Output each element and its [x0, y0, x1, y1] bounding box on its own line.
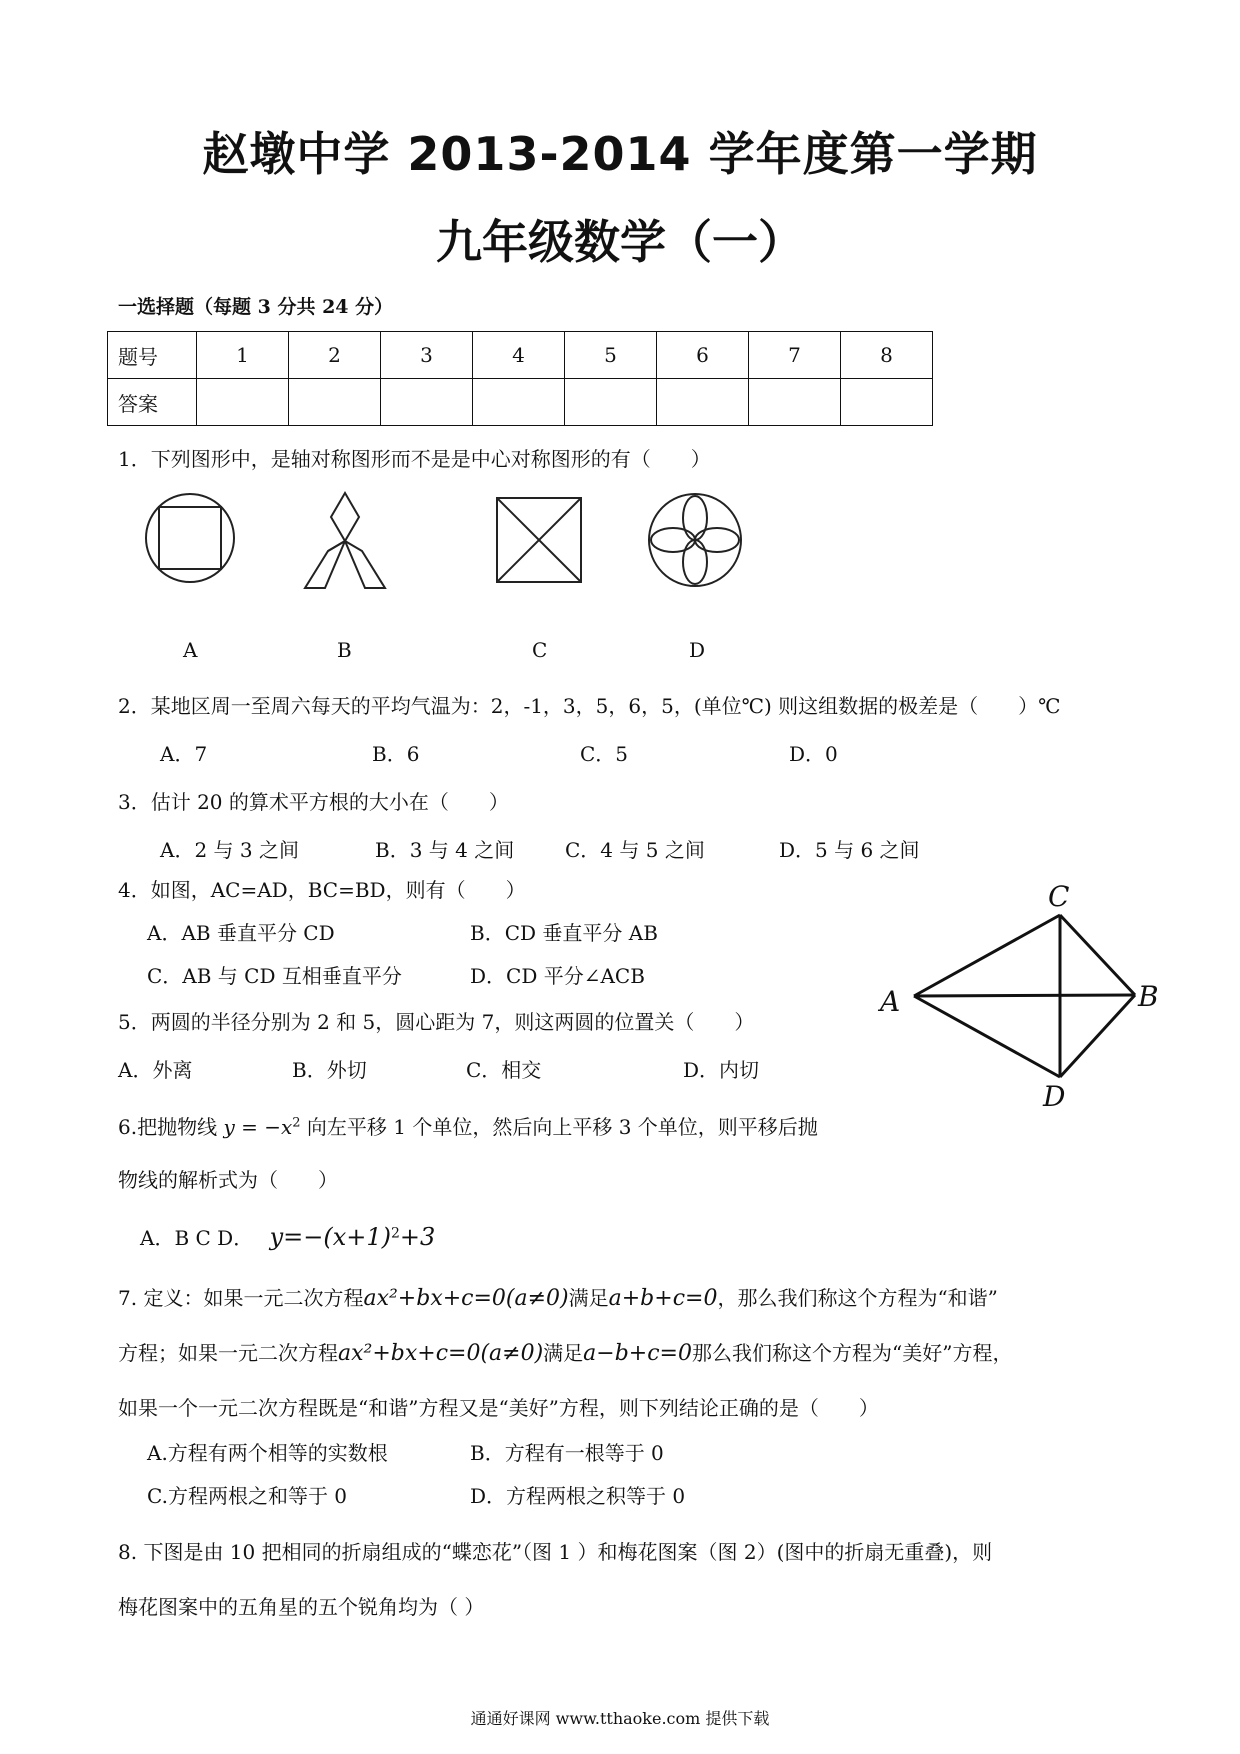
figure-label-c: C [532, 638, 548, 662]
answer-table [107, 331, 933, 426]
q5-option-a: A．外离 [118, 1058, 193, 1082]
figure-b-three-rhombus [305, 493, 385, 588]
table-row [108, 379, 933, 426]
q3-option-b: B．3 与 4 之间 [375, 838, 515, 862]
table-cell: 3 [381, 332, 473, 379]
answer-cell[interactable] [749, 379, 841, 426]
q6-formula: y = −x [223, 1115, 293, 1139]
figure-c-square-diagonals [497, 498, 581, 582]
q7-option-a: A.方程有两个相等的实数根 [147, 1441, 388, 1465]
q3-option-a: A．2 与 3 之间 [160, 838, 299, 862]
q7-option-c: C.方程两根之和等于 0 [147, 1484, 348, 1508]
q6-option-prefix: A．B C D． [140, 1226, 254, 1250]
question-7-line2 [118, 1337, 1012, 1366]
figure-label-d: D [689, 638, 706, 662]
q1-figures [130, 478, 770, 608]
figure-label-b: B [337, 638, 352, 662]
q3-option-d: D．5 与 6 之间 [779, 838, 920, 862]
q7-text: 满足 [543, 1341, 584, 1365]
q2-option-c: C．5 [580, 742, 629, 766]
q5-option-c: C．相交 [466, 1058, 542, 1082]
page-footer: 通通好课网 www.tthaoke.com 提供下载 [470, 1709, 770, 1728]
q4-option-c: C．AB 与 CD 互相垂直平分 [147, 964, 402, 988]
q7-condition-1: a+b+c=0 [608, 1286, 718, 1311]
answer-cell[interactable] [565, 379, 657, 426]
question-6-line2: 物线的解析式为（ ） [118, 1168, 338, 1192]
page-title: 赵墩中学 2013-2014 学年度第一学期 [202, 127, 1038, 181]
question-7-line1 [118, 1282, 998, 1311]
figure-label-a: A [183, 638, 198, 662]
section-heading: 一选择题（每题 3 分共 24 分） [118, 296, 394, 318]
table-row-label: 题号 [108, 332, 197, 379]
question-7-line3: 如果一个一元二次方程既是“和谐”方程又是“美好”方程，则下列结论正确的是（ ） [118, 1396, 879, 1420]
q6-option [140, 1222, 435, 1251]
question-5: 5．两圆的半径分别为 2 和 5，圆心距为 7，则这两圆的位置关（ ） [118, 1010, 755, 1034]
kite-label-c: C [1048, 880, 1070, 913]
answer-cell[interactable] [197, 379, 289, 426]
page-subtitle: 九年级数学（一） [436, 215, 804, 269]
q7-equation-1: ax²+bx+c=0(a≠0) [363, 1286, 569, 1311]
figure-a-circle-square [146, 494, 234, 582]
q7-text: 满足 [568, 1286, 609, 1310]
q7-condition-2: a−b+c=0 [583, 1341, 692, 1366]
q5-option-b: B．外切 [292, 1058, 367, 1082]
table-cell: 7 [749, 332, 841, 379]
table-cell: 2 [289, 332, 381, 379]
q4-option-a: A．AB 垂直平分 CD [147, 921, 335, 945]
q6-formula-exponent: 2 [292, 1115, 301, 1131]
question-3: 3．估计 20 的算术平方根的大小在（ ） [118, 790, 509, 814]
table-cell: 8 [841, 332, 933, 379]
q4-option-b: B．CD 垂直平分 AB [470, 921, 658, 945]
question-8-line2: 梅花图案中的五角星的五个锐角均为（ ） [118, 1595, 485, 1619]
q6-option-tail: +3 [399, 1223, 436, 1251]
figure-d-circle-petals [649, 494, 741, 586]
table-row [108, 332, 933, 379]
q7-text: 7. 定义：如果一元二次方程 [118, 1286, 364, 1310]
answer-cell[interactable] [381, 379, 473, 426]
q2-option-b: B．6 [372, 742, 420, 766]
q7-text: 方程；如果一元二次方程 [118, 1341, 338, 1365]
q4-kite-figure [870, 880, 1170, 1110]
table-cell: 6 [657, 332, 749, 379]
table-cell: 5 [565, 332, 657, 379]
kite-label-a: A [880, 985, 901, 1018]
q7-option-d: D．方程两根之积等于 0 [470, 1484, 686, 1508]
q6-option-formula: y=−(x+1) [269, 1223, 391, 1251]
q7-option-b: B．方程有一根等于 0 [470, 1441, 664, 1465]
kite-label-b: B [1138, 980, 1159, 1013]
q2-option-a: A．7 [160, 742, 208, 766]
answer-cell[interactable] [841, 379, 933, 426]
q6-option-exponent: 2 [390, 1225, 400, 1242]
q4-option-d: D．CD 平分∠ACB [470, 964, 645, 988]
question-2: 2．某地区周一至周六每天的平均气温为：2，-1，3，5，6，5，(单位℃) 则这组数据的极差是（ ）℃ [118, 694, 1061, 718]
answer-cell[interactable] [473, 379, 565, 426]
answer-cell[interactable] [289, 379, 381, 426]
question-8-line1: 8. 下图是由 10 把相同的折扇组成的“蝶恋花”（图 1 ）和梅花图案（图 2）(图中的折扇无重叠)，则 [118, 1540, 993, 1564]
q3-option-c: C．4 与 5 之间 [565, 838, 705, 862]
answer-cell[interactable] [657, 379, 749, 426]
table-row-label: 答案 [108, 379, 197, 426]
q2-option-d: D．0 [789, 742, 838, 766]
q7-text: 那么我们称这个方程为“美好”方程， [692, 1341, 1013, 1365]
q6-text-post: 向左平移 1 个单位，然后向上平移 3 个单位，则平移后抛 [300, 1115, 818, 1139]
q5-option-d: D．内切 [683, 1058, 760, 1082]
question-4: 4．如图，AC=AD，BC=BD，则有（ ） [118, 878, 526, 902]
table-cell: 1 [197, 332, 289, 379]
table-cell: 4 [473, 332, 565, 379]
question-6 [118, 1111, 818, 1140]
q6-text-pre: 6.把抛物线 [118, 1115, 224, 1139]
q7-text: ，那么我们称这个方程为“和谐” [717, 1286, 998, 1310]
q7-equation-2: ax²+bx+c=0(a≠0) [338, 1341, 544, 1366]
question-1: 1．下列图形中，是轴对称图形而不是是中心对称图形的有（ ） [118, 447, 711, 471]
kite-label-d: D [1043, 1080, 1066, 1113]
